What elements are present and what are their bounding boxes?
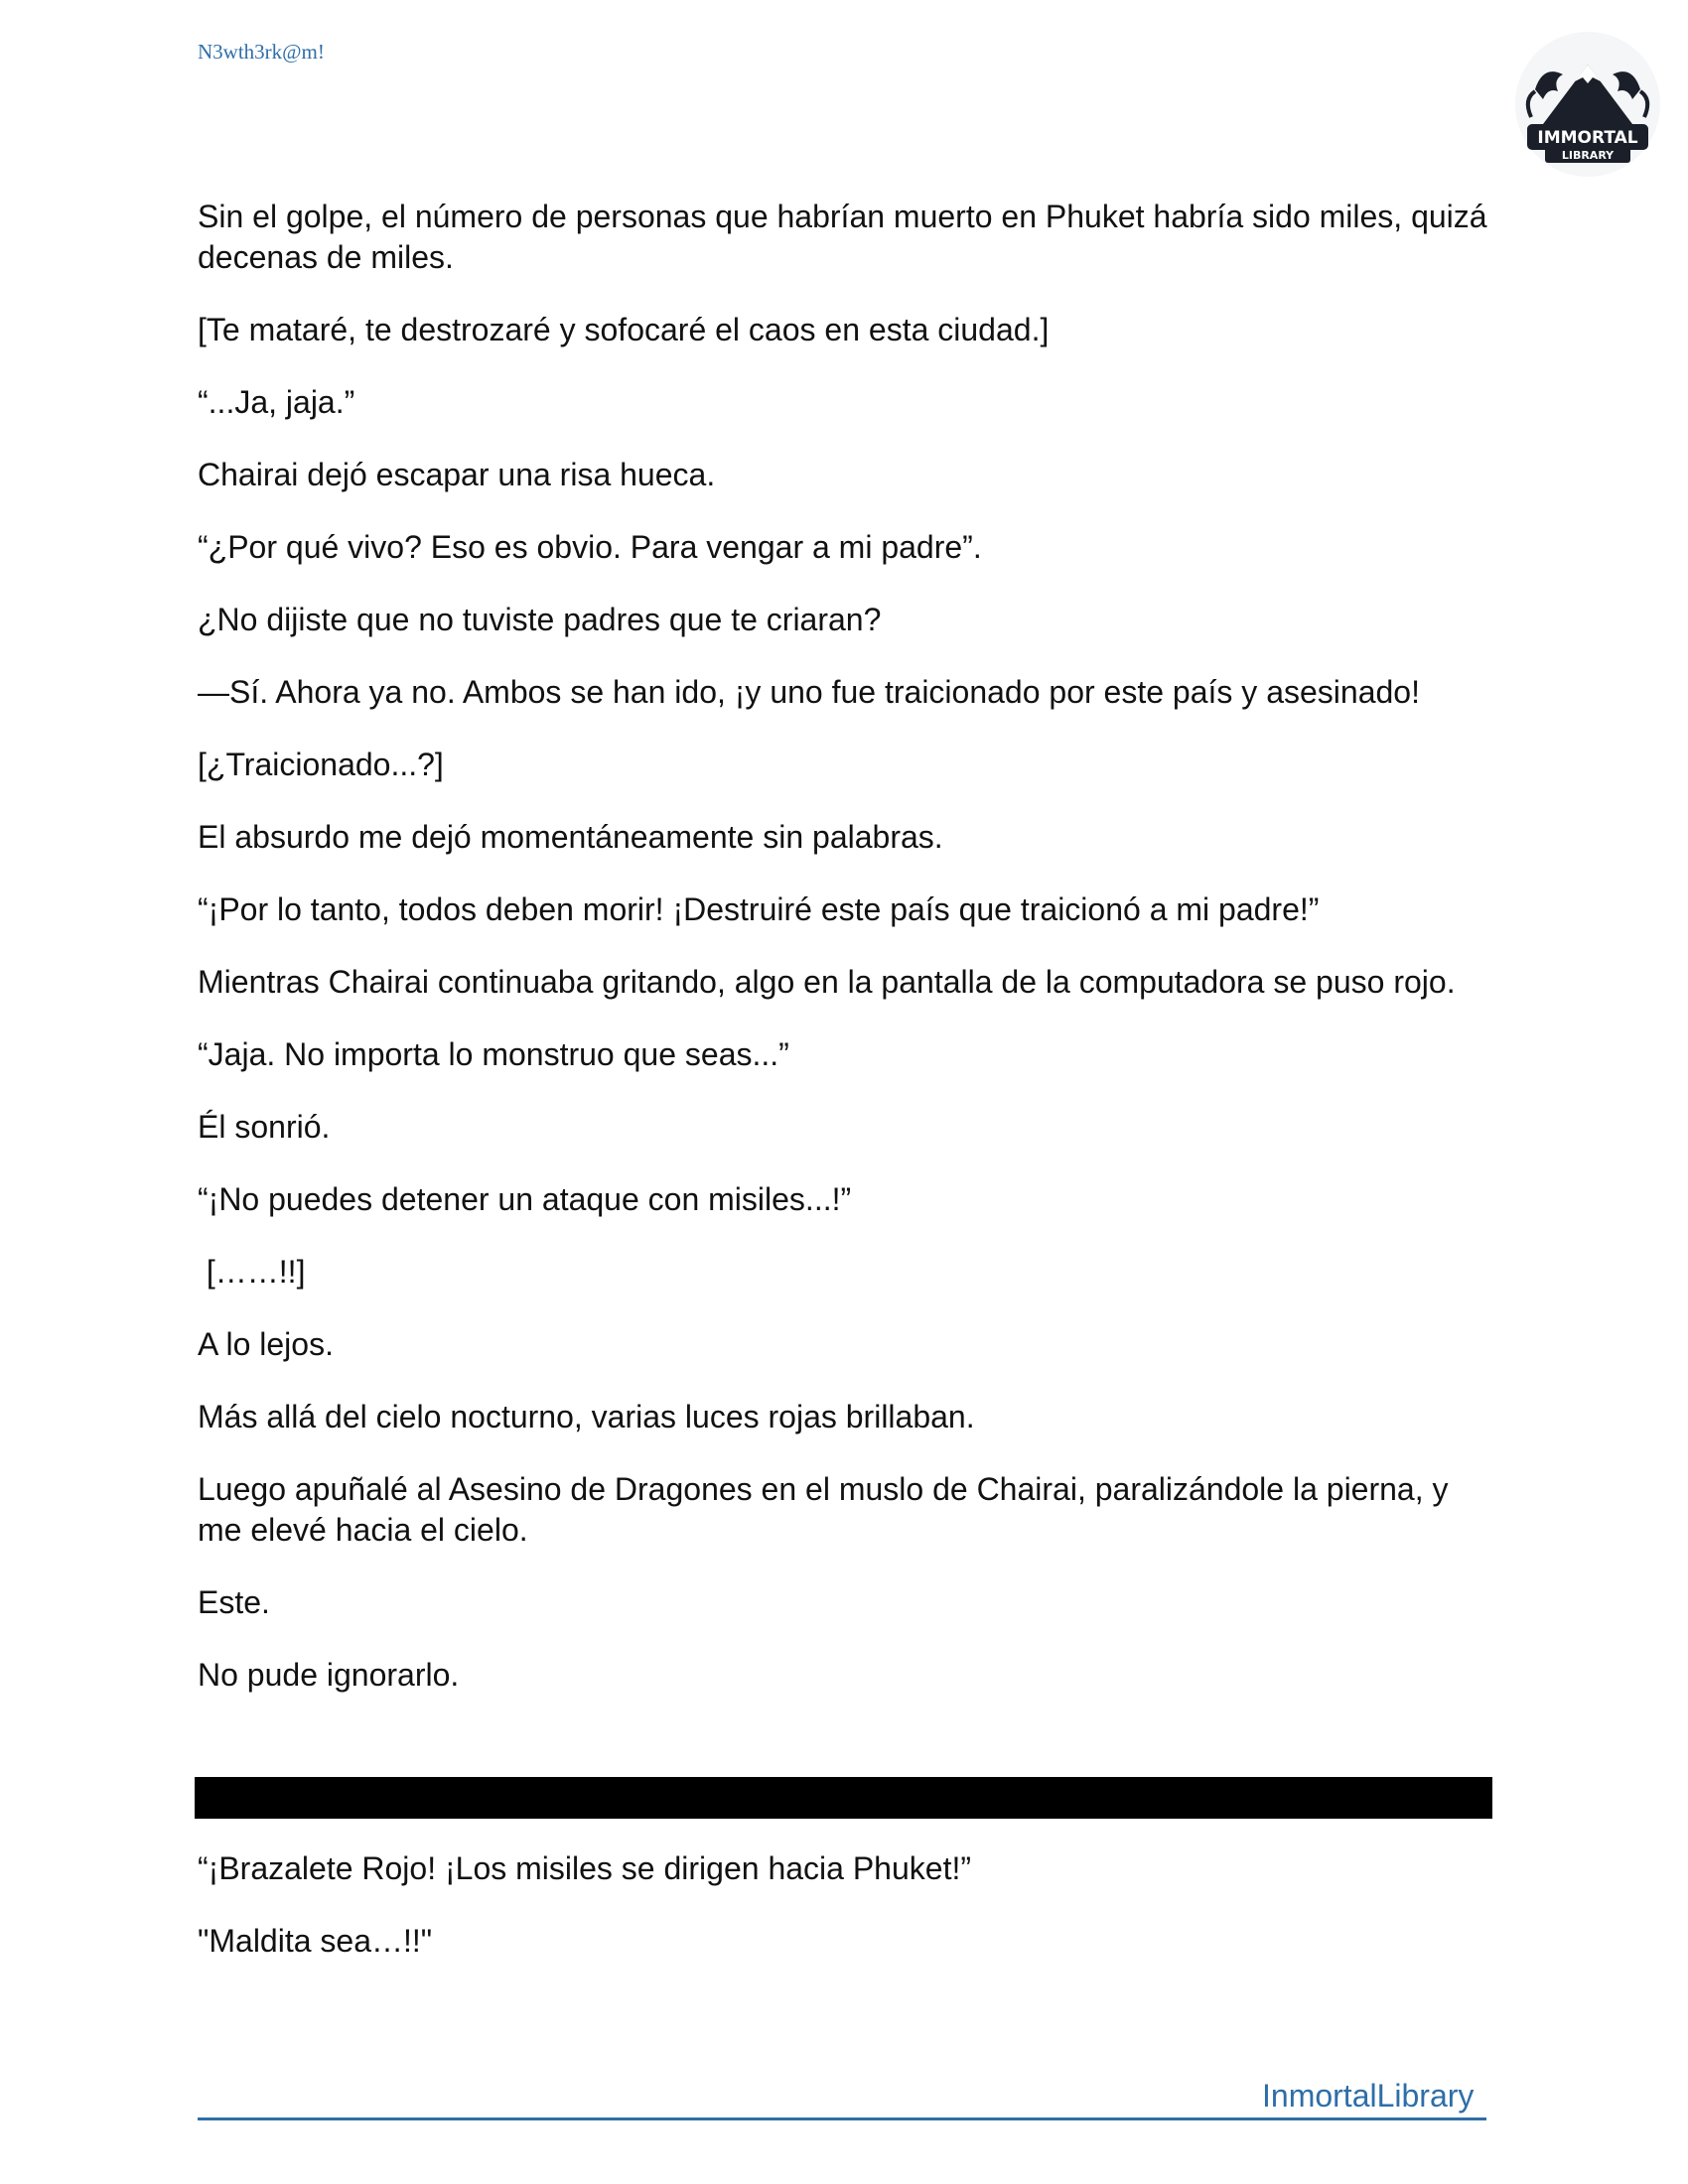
paragraph: El absurdo me dejó momentáneamente sin palabras. <box>198 819 943 855</box>
paragraph: [……!!] <box>198 1254 306 1290</box>
paragraph: [Te mataré, te destrozaré y sofocaré el caos en esta ciudad.] <box>198 312 1050 347</box>
paragraph: Mientras Chairai continuaba gritando, algo en la pantalla de la computadora se puso rojo. <box>198 964 1456 1000</box>
paragraph: “¡No puedes detener un ataque con misiles...!” <box>198 1181 852 1217</box>
paragraph: “¡Brazalete Rojo! ¡Los misiles se dirigen hacia Phuket!” <box>198 1850 971 1886</box>
footer-link[interactable]: InmortalLibrary <box>1262 2078 1475 2114</box>
paragraph: No pude ignorarlo. <box>198 1657 460 1693</box>
paragraph: “¿Por qué vivo? Eso es obvio. Para vengar a mi padre”. <box>198 529 982 565</box>
paragraph: ¿No dijiste que no tuviste padres que te criaran? <box>198 602 882 637</box>
paragraph: Más allá del cielo nocturno, varias luces rojas brillaban. <box>198 1399 975 1434</box>
paragraph: Él sonrió. <box>198 1109 331 1145</box>
paragraph: —Sí. Ahora ya no. Ambos se han ido, ¡y uno fue traicionado por este país y asesinado! <box>198 674 1420 710</box>
scene-break-bar <box>195 1777 1492 1819</box>
logo-text-bottom: LIBRARY <box>1561 149 1615 162</box>
body-text-after-break <box>198 1848 1488 1993</box>
paragraph: Chairai dejó escapar una risa hueca. <box>198 457 716 492</box>
paragraph: “¡Por lo tanto, todos deben morir! ¡Destruiré este país que traicionó a mi padre!” <box>198 891 1320 927</box>
paragraph: A lo lejos. <box>198 1326 334 1362</box>
paragraph: Este. <box>198 1584 270 1620</box>
body-text <box>198 197 1496 1727</box>
footer-underline <box>198 2117 1486 2120</box>
paragraph: Sin el golpe, el número de personas que habrían muerto en Phuket habría sido miles, quizá decenas de miles. <box>198 199 1496 275</box>
paragraph: “Jaja. No importa lo monstruo que seas...” <box>198 1036 789 1072</box>
paragraph: Luego apuñalé al Asesino de Dragones en el muslo de Chairai, paralizándole la pierna, y me elevé hacia el cielo. <box>198 1471 1458 1548</box>
paragraph: “...Ja, jaja.” <box>198 384 355 420</box>
header-author: N3wth3rk@m! <box>198 40 325 64</box>
immortal-library-logo <box>1513 30 1662 179</box>
paragraph: [¿Traicionado...?] <box>198 747 444 782</box>
paragraph: "Maldita sea…!!" <box>198 1923 433 1959</box>
logo-text-top: IMMORTAL <box>1537 128 1638 148</box>
